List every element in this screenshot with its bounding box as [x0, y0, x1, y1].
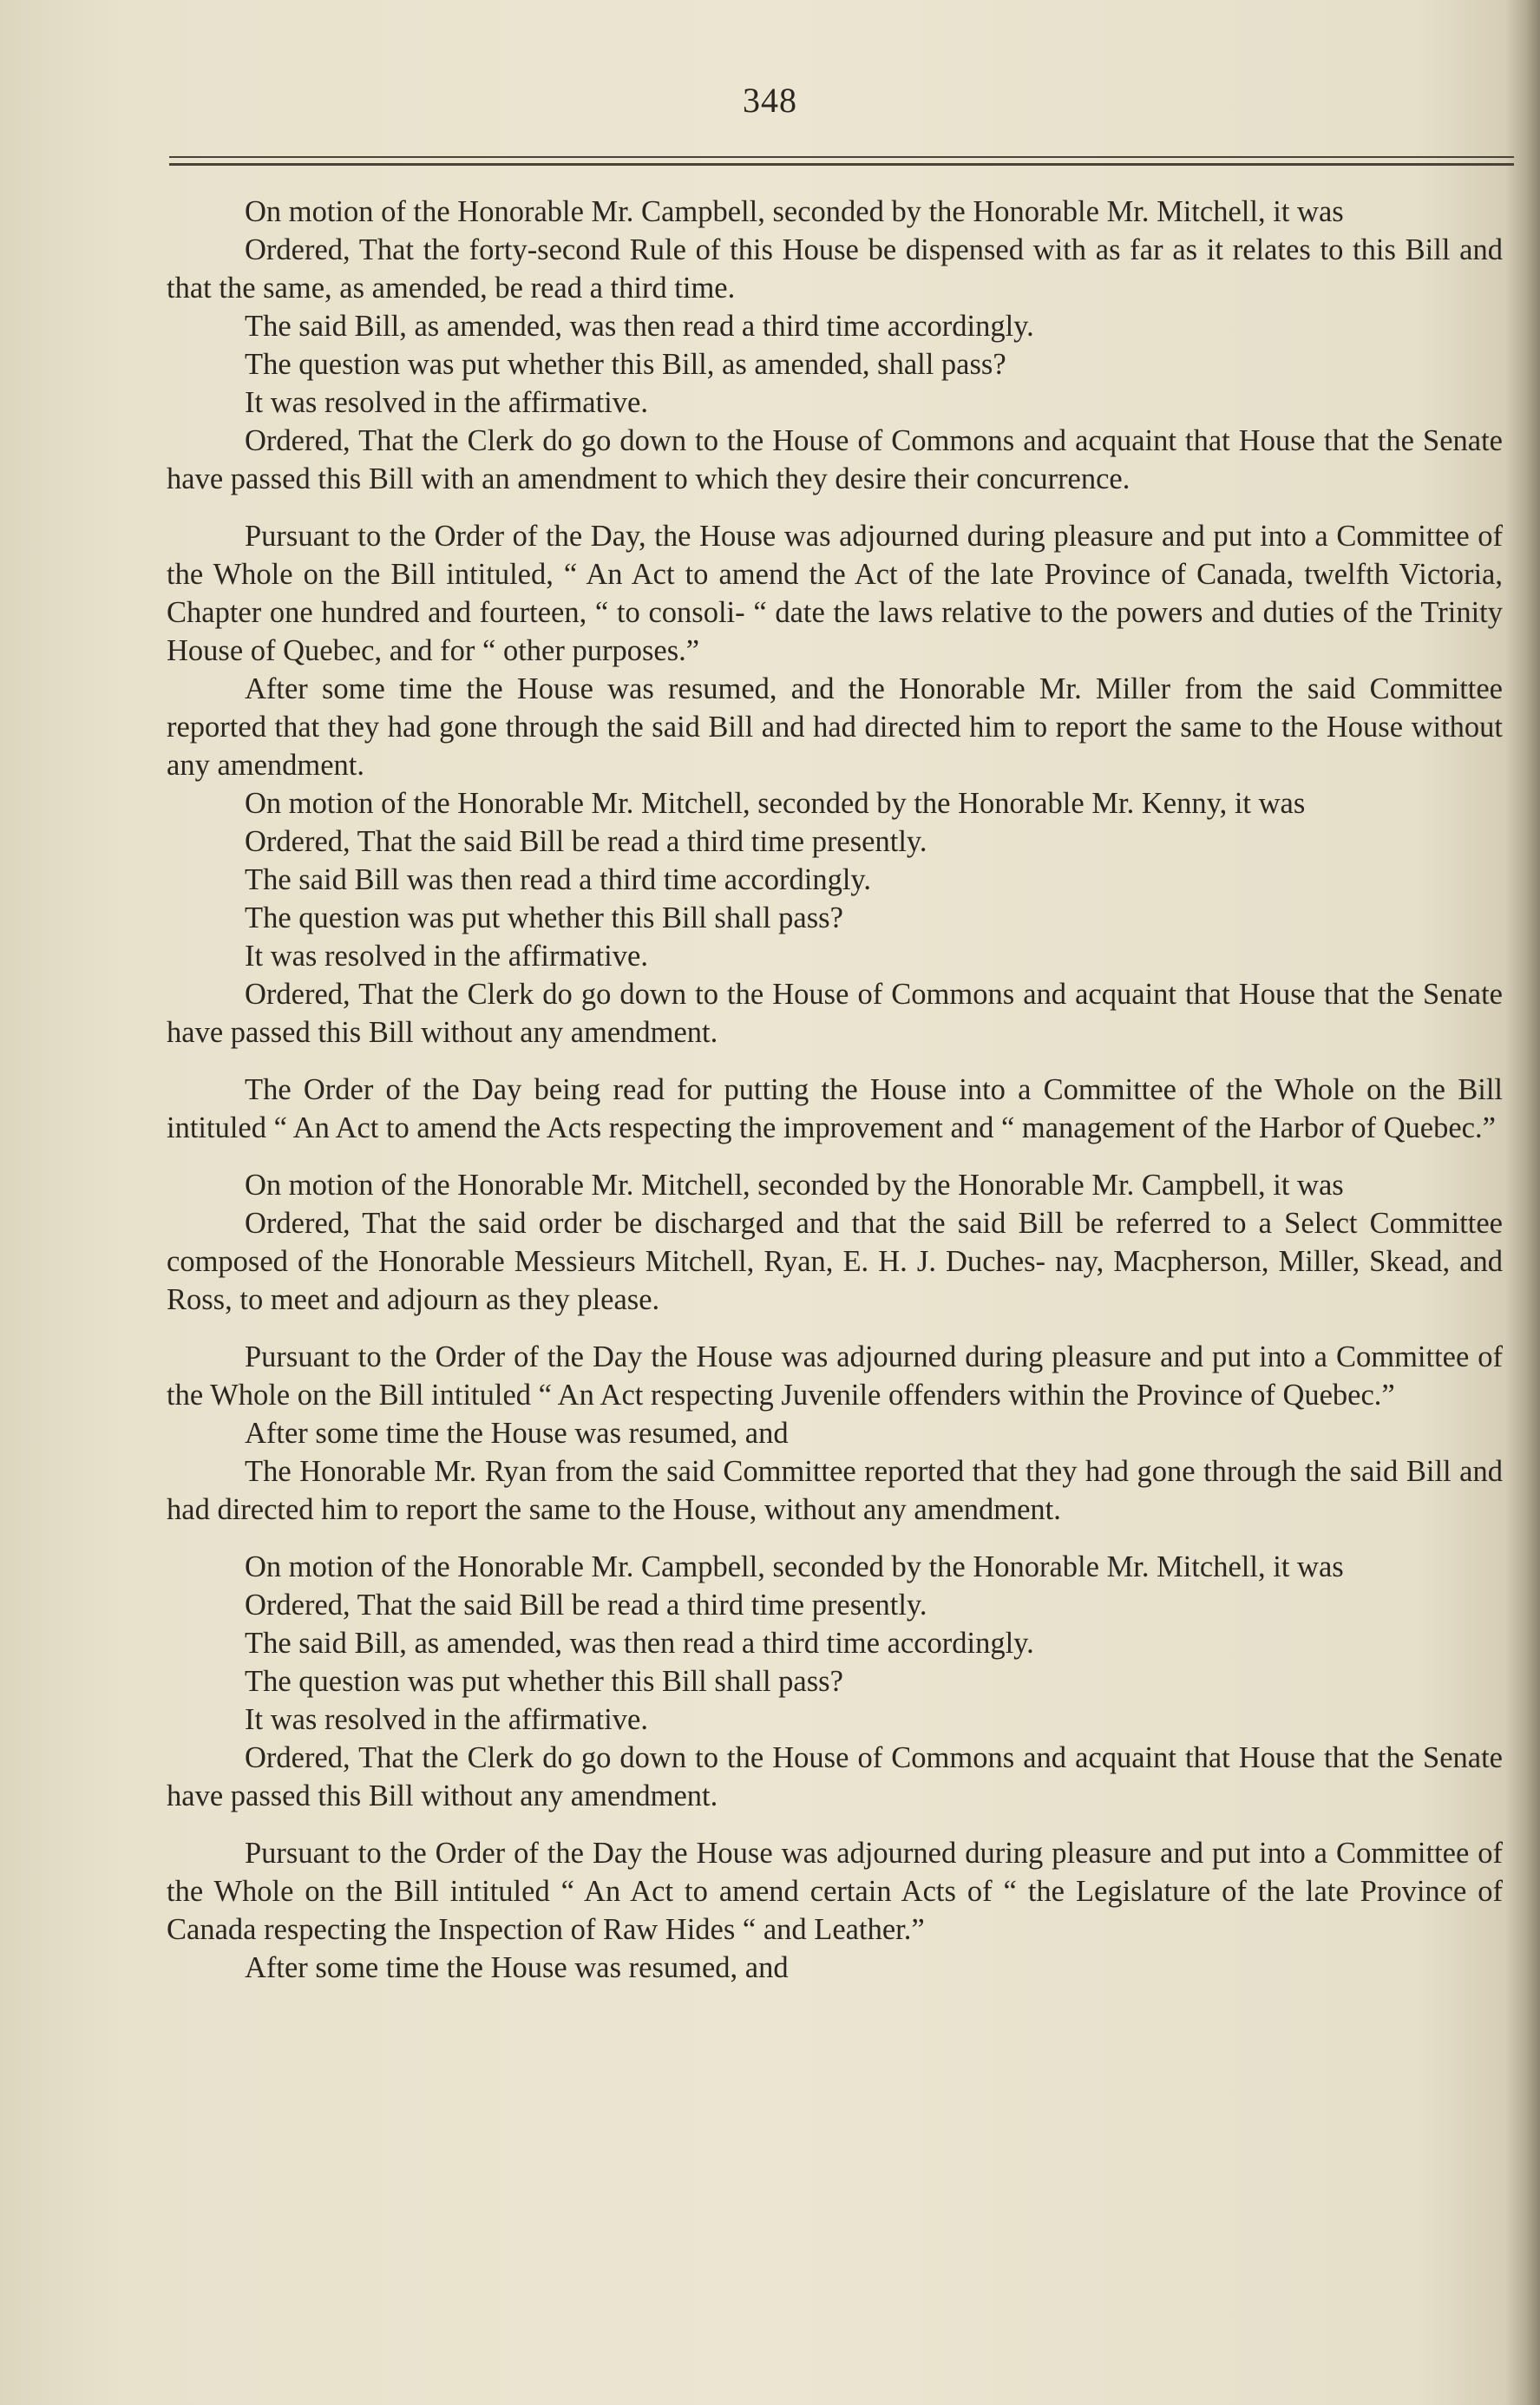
journal-paragraph: On motion of the Honorable Mr. Mitchell, seconded by the Honorable Mr. Kenny, it was [245, 787, 1306, 820]
journal-paragraph: Pursuant to the Order of the Day, the House was adjourned during pleasure and put into a Committee of the Whole on the Bill intituled, “ An Act to amend the Act of the late Province of Canada, twelfth Victoria, Chapter one hundred and fourteen, “ to consoli- “ date the laws relative to the powers and duties of the Trinity House of Quebec, and for “ other purposes.” [167, 520, 1503, 667]
journal-paragraph: The question was put whether this Bill shall pass? [245, 901, 843, 934]
journal-paragraph: The Honorable Mr. Ryan from the said Committee reported that they had gone through the said Bill and had directed him to report the same to the House, without any amendment. [167, 1455, 1503, 1526]
journal-paragraph: It was resolved in the affirmative. [245, 1703, 648, 1736]
journal-paragraph: Ordered, That the Clerk do go down to the House of Commons and acquaint that House that the Senate have passed this Bill with an amendment to which they desire their concurrence. [167, 424, 1503, 495]
section-gap [167, 1529, 1503, 1548]
section-gap [167, 498, 1503, 517]
journal-paragraph: Pursuant to the Order of the Day the House was adjourned during pleasure and put into a Committee of the Whole on the Bill intituled “ An Act to amend certain Acts of “ the Legislature of the late Province of Canada respecting the Inspection of Raw Hides “ and Leather.” [167, 1837, 1503, 1946]
journal-paragraph: Ordered, That the said order be discharged and that the said Bill be referred to a Select Committee composed of the Honorable Messieurs Mitchell, Ryan, E. H. J. Duches- nay, Macpherson, Miller, Skead, and Ross, to meet and adjourn as they please. [167, 1207, 1503, 1316]
header-rule-thick-line [169, 163, 1514, 166]
section-gap [167, 1319, 1503, 1338]
journal-paragraph: Ordered, That the Clerk do go down to the House of Commons and acquaint that House that the Senate have passed this Bill without any amendment. [167, 1741, 1503, 1812]
journal-body [167, 193, 1503, 1987]
section-gap [167, 1147, 1503, 1166]
header-rule-thin-line [169, 156, 1514, 158]
journal-paragraph: Ordered, That the Clerk do go down to the House of Commons and acquaint that House that the Senate have passed this Bill without any amendment. [167, 978, 1503, 1049]
journal-paragraph: After some time the House was resumed, and [245, 1417, 789, 1450]
journal-paragraph: On motion of the Honorable Mr. Campbell, seconded by the Honorable Mr. Mitchell, it was [245, 1550, 1344, 1583]
journal-paragraph: Ordered, That the said Bill be read a third time presently. [245, 825, 927, 858]
journal-paragraph: The Order of the Day being read for putting the House into a Committee of the Whole on the Bill intituled “ An Act to amend the Acts respecting the improvement and “ management of the Harbor of Quebec.” [167, 1073, 1503, 1144]
journal-paragraph: The question was put whether this Bill, as amended, shall pass? [245, 348, 1006, 381]
journal-paragraph: The said Bill was then read a third time accordingly. [245, 863, 872, 896]
page-number: 348 [743, 81, 797, 120]
journal-paragraph: On motion of the Honorable Mr. Campbell, seconded by the Honorable Mr. Mitchell, it was [245, 195, 1344, 228]
journal-paragraph: Ordered, That the said Bill be read a third time presently. [245, 1589, 927, 1622]
journal-paragraph: After some time the House was resumed, and the Honorable Mr. Miller from the said Committee reported that they had gone through the said Bill and had directed him to report the same to the House without any amendment. [167, 672, 1503, 782]
journal-paragraph: It was resolved in the affirmative. [245, 940, 648, 973]
journal-paragraph: Ordered, That the forty-second Rule of this House be dispensed with as far as it relates to this Bill and that the same, as amended, be read a third time. [167, 233, 1503, 305]
journal-paragraph: After some time the House was resumed, and [245, 1951, 789, 1984]
section-gap [167, 1052, 1503, 1071]
journal-paragraph: On motion of the Honorable Mr. Mitchell, seconded by the Honorable Mr. Campbell, it was [245, 1169, 1344, 1202]
page-spine-shadow [1505, 0, 1540, 2405]
journal-paragraph: The question was put whether this Bill shall pass? [245, 1665, 843, 1698]
section-gap [167, 1815, 1503, 1834]
journal-paragraph: Pursuant to the Order of the Day the House was adjourned during pleasure and put into a Committee of the Whole on the Bill intituled “ An Act respecting Juvenile offenders within the Province of Quebec.” [167, 1340, 1503, 1412]
header-rule [169, 156, 1514, 168]
journal-paragraph: It was resolved in the affirmative. [245, 386, 648, 419]
journal-paragraph: The said Bill, as amended, was then read a third time accordingly. [245, 310, 1034, 343]
journal-paragraph: The said Bill, as amended, was then read a third time accordingly. [245, 1627, 1034, 1660]
